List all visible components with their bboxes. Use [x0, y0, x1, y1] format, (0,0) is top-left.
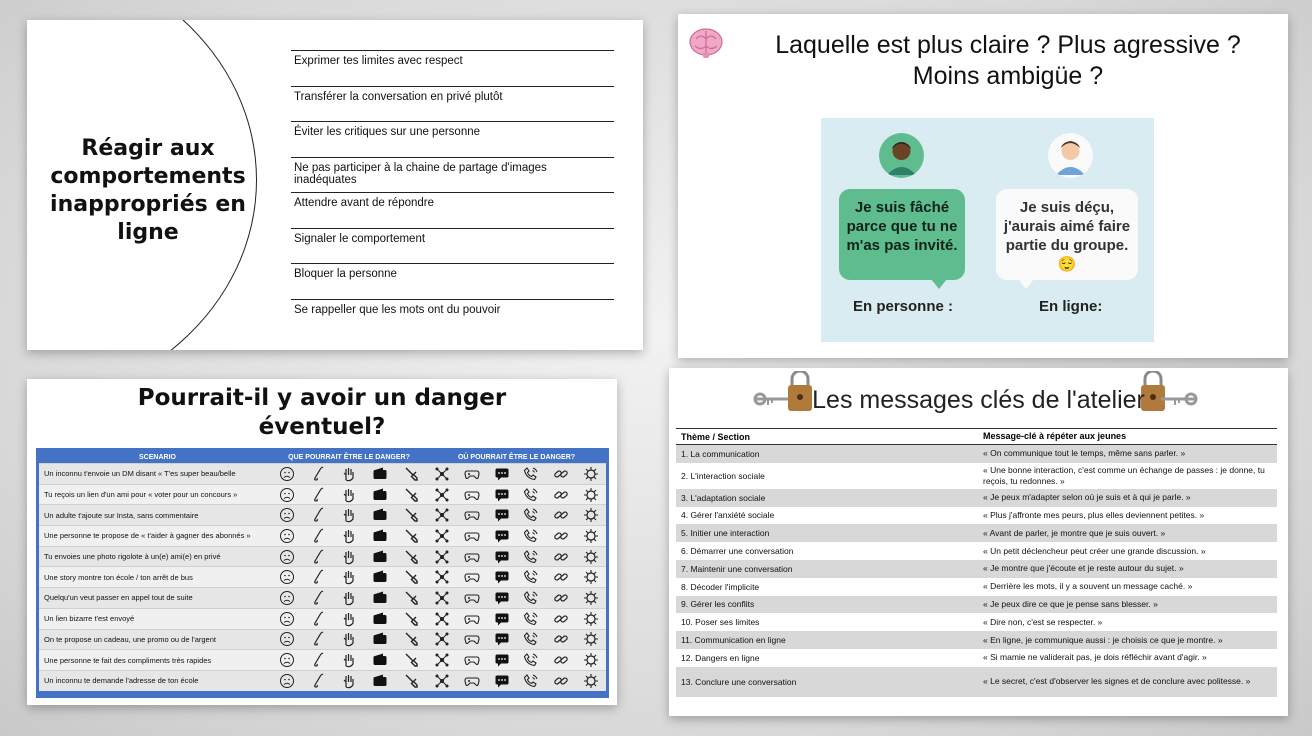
virus-icon — [583, 507, 599, 523]
phone-call-icon — [523, 652, 539, 668]
chat-icon — [494, 611, 510, 627]
where-icons — [427, 631, 606, 647]
message-cell: « Un petit déclencheur peut créer une grande discussion. » — [983, 545, 1206, 556]
phone-call-icon — [523, 549, 539, 565]
list-item: Transférer la conversation en privé plutôt — [291, 86, 614, 122]
slide-heading: Laquelle est plus claire ? Plus agressive ? Moins ambigüe ? — [775, 31, 1241, 90]
list-item: Ne pas participer à la chaine de partage d'images inadéquates — [291, 157, 614, 193]
network-icon — [434, 611, 450, 627]
table-row — [39, 566, 606, 587]
theme-cell: 11. Communication en ligne — [681, 635, 786, 646]
virus-icon — [583, 466, 599, 482]
network-icon — [434, 569, 450, 585]
table-row — [676, 463, 1277, 489]
slide-danger — [27, 379, 617, 705]
theme-cell: 10. Poser ses limites — [681, 617, 760, 628]
network-icon — [434, 528, 450, 544]
danger-icons — [271, 673, 427, 689]
pushpin-icon — [403, 507, 419, 523]
message-cell: « Derrière les mots, il y a souvent un message caché. » — [983, 581, 1193, 592]
scenario-text: Une personne te propose de « t'aider à gagner des abonnés » — [44, 531, 251, 541]
link-icon — [553, 549, 569, 565]
fishing-hook-icon — [310, 631, 326, 647]
danger-icons — [271, 507, 427, 523]
message-cell: « Dire non, c'est se respecter. » — [983, 616, 1103, 627]
chat-icon — [494, 590, 510, 606]
scenario-text: Un inconnu t'envoie un DM disant « T'es super beau/belle — [44, 469, 236, 479]
table-body — [676, 445, 1277, 697]
network-icon — [434, 466, 450, 482]
theme-cell: 3. L'adaptation sociale — [681, 492, 766, 503]
table-row — [39, 525, 606, 546]
message-cell: « Une bonne interaction, c'est comme un échange de passes : je donne, tu reçois, tu redonnes. » — [983, 464, 1265, 486]
table-row — [39, 587, 606, 608]
message-cell: « On communique tout le temps, même sans parler. » — [983, 448, 1186, 459]
sad-face-icon — [279, 466, 295, 482]
hand-icon — [341, 673, 357, 689]
sad-face-icon — [279, 611, 295, 627]
phone-call-icon — [523, 569, 539, 585]
link-icon — [553, 528, 569, 544]
table-row — [39, 608, 606, 629]
fishing-hook-icon — [310, 673, 326, 689]
network-icon — [434, 652, 450, 668]
pushpin-icon — [403, 528, 419, 544]
network-icon — [434, 487, 450, 503]
message-cell: « Plus j'affronte mes peurs, plus elles deviennent petites. » — [983, 509, 1205, 520]
where-icons — [427, 549, 606, 565]
chat-icon — [494, 549, 510, 565]
slide-key-messages — [669, 368, 1288, 716]
gamepad-icon — [464, 507, 480, 523]
phone-call-icon — [523, 673, 539, 689]
gamepad-icon — [464, 528, 480, 544]
theme-cell: 1. La communication — [681, 448, 760, 459]
wallet-icon — [372, 673, 388, 689]
slide-clarity — [678, 14, 1288, 358]
scenario-text: Un adulte t'ajoute sur Insta, sans commentaire — [44, 510, 199, 520]
scenario-text: Un inconnu te demande l'adresse de ton école — [44, 676, 199, 686]
virus-icon — [583, 631, 599, 647]
gamepad-icon — [464, 652, 480, 668]
table-row — [676, 578, 1277, 596]
table-row — [676, 489, 1277, 507]
message-cell: « Si mamie ne validerait pas, je dois réfléchir avant d'agir. » — [983, 652, 1207, 663]
slide-heading: Pourrait-il y avoir un danger éventuel? — [137, 385, 507, 440]
network-icon — [434, 631, 450, 647]
phone-call-icon — [523, 611, 539, 627]
key-messages-table — [676, 428, 1277, 697]
table-row — [676, 524, 1277, 542]
theme-cell: 2. L'interaction sociale — [681, 470, 765, 481]
danger-icons — [271, 466, 427, 482]
where-icons — [427, 528, 606, 544]
scenario-text: Une personne te fait des compliments très rapides — [44, 655, 212, 665]
fishing-hook-icon — [310, 569, 326, 585]
fishing-hook-icon — [310, 487, 326, 503]
scenario-text: On te propose un cadeau, une promo ou de l'argent — [44, 634, 216, 644]
table-row — [39, 629, 606, 650]
danger-icons — [271, 549, 427, 565]
theme-cell: 6. Démarrer une conversation — [681, 546, 794, 557]
hand-icon — [341, 466, 357, 482]
where-icons — [427, 611, 606, 627]
virus-icon — [583, 652, 599, 668]
table-row — [39, 484, 606, 505]
phone-call-icon — [523, 528, 539, 544]
chat-icon — [494, 466, 510, 482]
gamepad-icon — [464, 487, 480, 503]
wallet-icon — [372, 590, 388, 606]
danger-icons — [271, 569, 427, 585]
sad-face-icon — [279, 507, 295, 523]
list-item: Exprimer tes limites avec respect — [291, 50, 614, 86]
chat-icon — [494, 673, 510, 689]
phone-call-icon — [523, 590, 539, 606]
wallet-icon — [372, 631, 388, 647]
chat-bubble-in-person: Je suis fâché parce que tu ne m'as pas invité. — [839, 189, 965, 280]
comparison-panel — [821, 118, 1154, 342]
sad-face-icon — [279, 652, 295, 668]
hand-icon — [341, 549, 357, 565]
pushpin-icon — [403, 549, 419, 565]
table-row — [676, 560, 1277, 578]
link-icon — [553, 611, 569, 627]
fishing-hook-icon — [310, 652, 326, 668]
virus-icon — [583, 611, 599, 627]
wallet-icon — [372, 569, 388, 585]
theme-cell: 8. Décoder l'implicite — [681, 581, 760, 592]
virus-icon — [583, 673, 599, 689]
table-row — [676, 631, 1277, 649]
phone-call-icon — [523, 466, 539, 482]
table-row — [676, 445, 1277, 463]
danger-icons — [271, 611, 427, 627]
pushpin-icon — [403, 631, 419, 647]
fishing-hook-icon — [310, 528, 326, 544]
network-icon — [434, 590, 450, 606]
list-item: Signaler le comportement — [291, 228, 614, 264]
hand-icon — [341, 487, 357, 503]
network-icon — [434, 507, 450, 523]
table-row — [39, 670, 606, 691]
theme-cell: 13. Conclure une conversation — [681, 676, 797, 687]
network-icon — [434, 673, 450, 689]
where-icons — [427, 569, 606, 585]
link-icon — [553, 466, 569, 482]
message-cell: « Je peux dire ce que je pense sans blesser. » — [983, 598, 1158, 609]
chat-icon — [494, 652, 510, 668]
virus-icon — [583, 569, 599, 585]
phone-call-icon — [523, 507, 539, 523]
list-item: Éviter les critiques sur une personne — [291, 121, 614, 157]
where-icons — [427, 466, 606, 482]
message-cell: « Je peux m'adapter selon où je suis et à qui je parle. » — [983, 492, 1191, 503]
theme-cell: 9. Gérer les conflits — [681, 599, 755, 610]
where-icons — [427, 673, 606, 689]
fishing-hook-icon — [310, 507, 326, 523]
link-icon — [553, 652, 569, 668]
scenario-text: Quelqu'un veut passer en appel tout de suite — [44, 593, 193, 603]
pushpin-icon — [403, 611, 419, 627]
slide-reagir — [27, 20, 643, 350]
chat-icon — [494, 487, 510, 503]
pushpin-icon — [403, 652, 419, 668]
table-row — [676, 649, 1277, 667]
pushpin-icon — [403, 466, 419, 482]
fishing-hook-icon — [310, 590, 326, 606]
scenario-table — [36, 448, 609, 698]
wallet-icon — [372, 528, 388, 544]
gamepad-icon — [464, 466, 480, 482]
chat-icon — [494, 507, 510, 523]
virus-icon — [583, 528, 599, 544]
sad-face-icon — [279, 631, 295, 647]
danger-icons — [271, 528, 427, 544]
message-cell: « Je montre que j'écoute et je reste autour du sujet. » — [983, 563, 1184, 574]
link-icon — [553, 507, 569, 523]
chat-bubble-online: Je suis déçu, j'aurais aimé faire partie du groupe. 😌 — [996, 189, 1138, 280]
label-online: En ligne: — [1039, 298, 1103, 315]
virus-icon — [583, 487, 599, 503]
chat-icon — [494, 631, 510, 647]
network-icon — [434, 549, 450, 565]
where-icons — [427, 652, 606, 668]
danger-icons — [271, 631, 427, 647]
list-item: Attendre avant de répondre — [291, 192, 614, 228]
scenario-text: Un lien bizarre t'est envoyé — [44, 614, 135, 624]
gamepad-icon — [464, 569, 480, 585]
tips-list — [291, 50, 614, 334]
where-icons — [427, 507, 606, 523]
list-item: Se rappeller que les mots ont du pouvoir — [291, 299, 614, 335]
pushpin-icon — [403, 590, 419, 606]
gamepad-icon — [464, 611, 480, 627]
theme-cell: 12. Dangers en ligne — [681, 652, 760, 663]
hand-icon — [341, 507, 357, 523]
scenario-text: Tu envoies une photo rigolote à un(e) ami(e) en privé — [44, 552, 221, 562]
pushpin-icon — [403, 569, 419, 585]
hand-icon — [341, 590, 357, 606]
table-row — [676, 542, 1277, 560]
table-body — [39, 463, 606, 691]
sad-face-icon — [279, 487, 295, 503]
sad-face-icon — [279, 569, 295, 585]
link-icon — [553, 590, 569, 606]
relieved-face-icon: 😌 — [1057, 256, 1077, 273]
table-row — [676, 613, 1277, 631]
wallet-icon — [372, 507, 388, 523]
message-cell: « Le secret, c'est d'observer les signes et de conclure avec politesse. » — [983, 676, 1251, 687]
link-icon — [553, 487, 569, 503]
link-icon — [553, 631, 569, 647]
hand-icon — [341, 528, 357, 544]
chat-icon — [494, 528, 510, 544]
scenario-text: Tu reçois un lien d'un ami pour « voter pour un concours » — [44, 490, 238, 500]
pushpin-icon — [403, 487, 419, 503]
table-row — [39, 649, 606, 670]
theme-cell: 4. Gérer l'anxiété sociale — [681, 510, 775, 521]
avatar — [1048, 133, 1093, 178]
wallet-icon — [372, 487, 388, 503]
theme-cell: 7. Maintenir une conversation — [681, 563, 793, 574]
table-row — [676, 507, 1277, 525]
gamepad-icon — [464, 631, 480, 647]
scenario-text: Une story montre ton école / ton arrêt de bus — [44, 572, 193, 582]
table-row — [39, 546, 606, 567]
pushpin-icon — [403, 673, 419, 689]
message-cell: « Avant de parler, je montre que je suis ouvert. » — [983, 527, 1166, 538]
wallet-icon — [372, 466, 388, 482]
slide-heading: Les messages clés de l'atelier — [812, 386, 1145, 414]
fishing-hook-icon — [310, 466, 326, 482]
sad-face-icon — [279, 528, 295, 544]
fishing-hook-icon — [310, 549, 326, 565]
phone-call-icon — [523, 487, 539, 503]
brain-icon — [688, 27, 724, 59]
gamepad-icon — [464, 549, 480, 565]
hand-icon — [341, 611, 357, 627]
wallet-icon — [372, 549, 388, 565]
slide-title: Réagir aux comportements inappropriés en ligne — [50, 136, 246, 245]
gamepad-icon — [464, 590, 480, 606]
table-header: Thème / Section Message-clé à répéter aux jeunes — [676, 428, 1277, 445]
table-row — [676, 667, 1277, 697]
table-row — [676, 596, 1277, 614]
sad-face-icon — [279, 673, 295, 689]
where-icons — [427, 487, 606, 503]
label-in-person: En personne : — [853, 298, 954, 315]
hand-icon — [341, 631, 357, 647]
theme-cell: 5. Initier une interaction — [681, 528, 770, 539]
phone-call-icon — [523, 631, 539, 647]
virus-icon — [583, 549, 599, 565]
hand-icon — [341, 569, 357, 585]
table-header: SCÉNARIO QUE POURRAIT ÊTRE LE DANGER? OÙ POURRAIT ÊTRE LE DANGER? — [139, 453, 576, 461]
where-icons — [427, 590, 606, 606]
chat-icon — [494, 569, 510, 585]
message-cell: « En ligne, je communique aussi : je choisis ce que je montre. » — [983, 634, 1223, 645]
sad-face-icon — [279, 549, 295, 565]
wallet-icon — [372, 652, 388, 668]
gamepad-icon — [464, 673, 480, 689]
danger-icons — [271, 652, 427, 668]
list-item: Bloquer la personne — [291, 263, 614, 299]
hand-icon — [341, 652, 357, 668]
avatar — [879, 133, 924, 178]
danger-icons — [271, 590, 427, 606]
table-row — [39, 504, 606, 525]
wallet-icon — [372, 611, 388, 627]
table-row — [39, 463, 606, 484]
link-icon — [553, 673, 569, 689]
fishing-hook-icon — [310, 611, 326, 627]
link-icon — [553, 569, 569, 585]
sad-face-icon — [279, 590, 295, 606]
danger-icons — [271, 487, 427, 503]
virus-icon — [583, 590, 599, 606]
